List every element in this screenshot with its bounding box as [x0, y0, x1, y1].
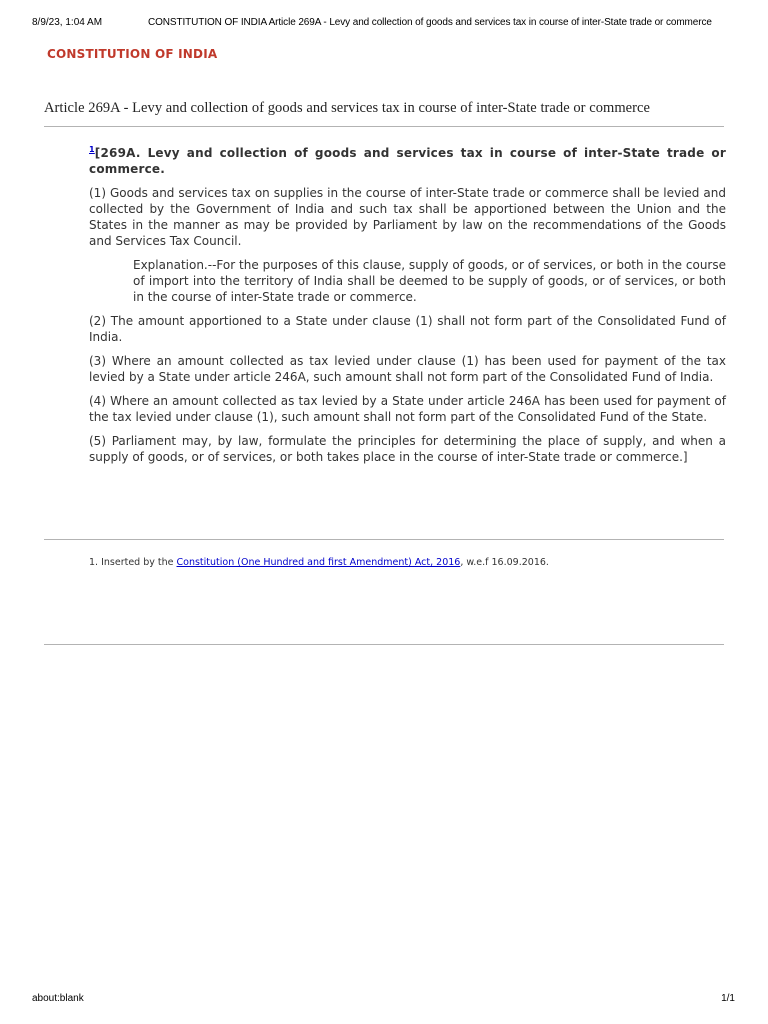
clause-1: (1) Goods and services tax on supplies in the course of inter-State trade or commerce shall be levied and collected by the Government of India and such tax shall be apportioned between the Union and the States in the manner as may be provided by Parliament by law on the recommendations of the Goods and Services Tax Council.: [89, 186, 726, 248]
clause-3: (3) Where an amount collected as tax levied under clause (1) has been used for payment of the tax levied by a State under article 246A, such amount shall not form part of the Consolidated Fund of India.: [89, 354, 726, 384]
footnote: [89, 557, 549, 568]
article-heading-text: [269A. Levy and collection of goods and services tax in course of inter-State trade or commerce.: [89, 146, 726, 176]
amendment-act-link[interactable]: Constitution (One Hundred and first Amendment) Act, 2016: [176, 557, 461, 568]
footer-divider: [44, 644, 724, 645]
article-heading: [89, 145, 726, 177]
body-divider: [44, 539, 724, 540]
article-title: Article 269A - Levy and collection of goods and services tax in course of inter-State trade or commerce: [44, 100, 650, 116]
clause-5: (5) Parliament may, by law, formulate the principles for determining the place of supply, and when a supply of goods, or of services, or both takes place in the course of inter-State trade or commerce.]: [89, 434, 726, 464]
print-page-title: CONSTITUTION OF INDIA Article 269A - Levy and collection of goods and services tax in course of inter-State trade or commerce: [148, 17, 712, 28]
print-page-number: 1/1: [721, 993, 735, 1004]
print-datetime: 8/9/23, 1:04 AM: [32, 17, 103, 28]
print-url: about:blank: [32, 993, 84, 1004]
article-body: [89, 145, 726, 473]
site-title: CONSTITUTION OF INDIA: [47, 47, 218, 61]
footnote-marker-link[interactable]: 1: [89, 145, 95, 154]
clause-2: (2) The amount apportioned to a State under clause (1) shall not form part of the Consolidated Fund of India.: [89, 314, 726, 344]
footnote-prefix: 1. Inserted by the: [89, 557, 177, 568]
clause-4: (4) Where an amount collected as tax levied by a State under article 246A has been used for payment of the tax levied under clause (1), such amount shall not form part of the Consolidated Fund of the State.: [89, 394, 726, 424]
footnote-marker: [89, 145, 95, 154]
clause-1-explanation: Explanation.--For the purposes of this clause, supply of goods, or of services, or both in the course of import into the territory of India shall be deemed to be supply of goods, or of services, or both in the course of inter-State trade or commerce.: [133, 258, 726, 304]
title-divider: [44, 126, 724, 127]
footnote-suffix: , w.e.f 16.09.2016.: [460, 557, 549, 568]
